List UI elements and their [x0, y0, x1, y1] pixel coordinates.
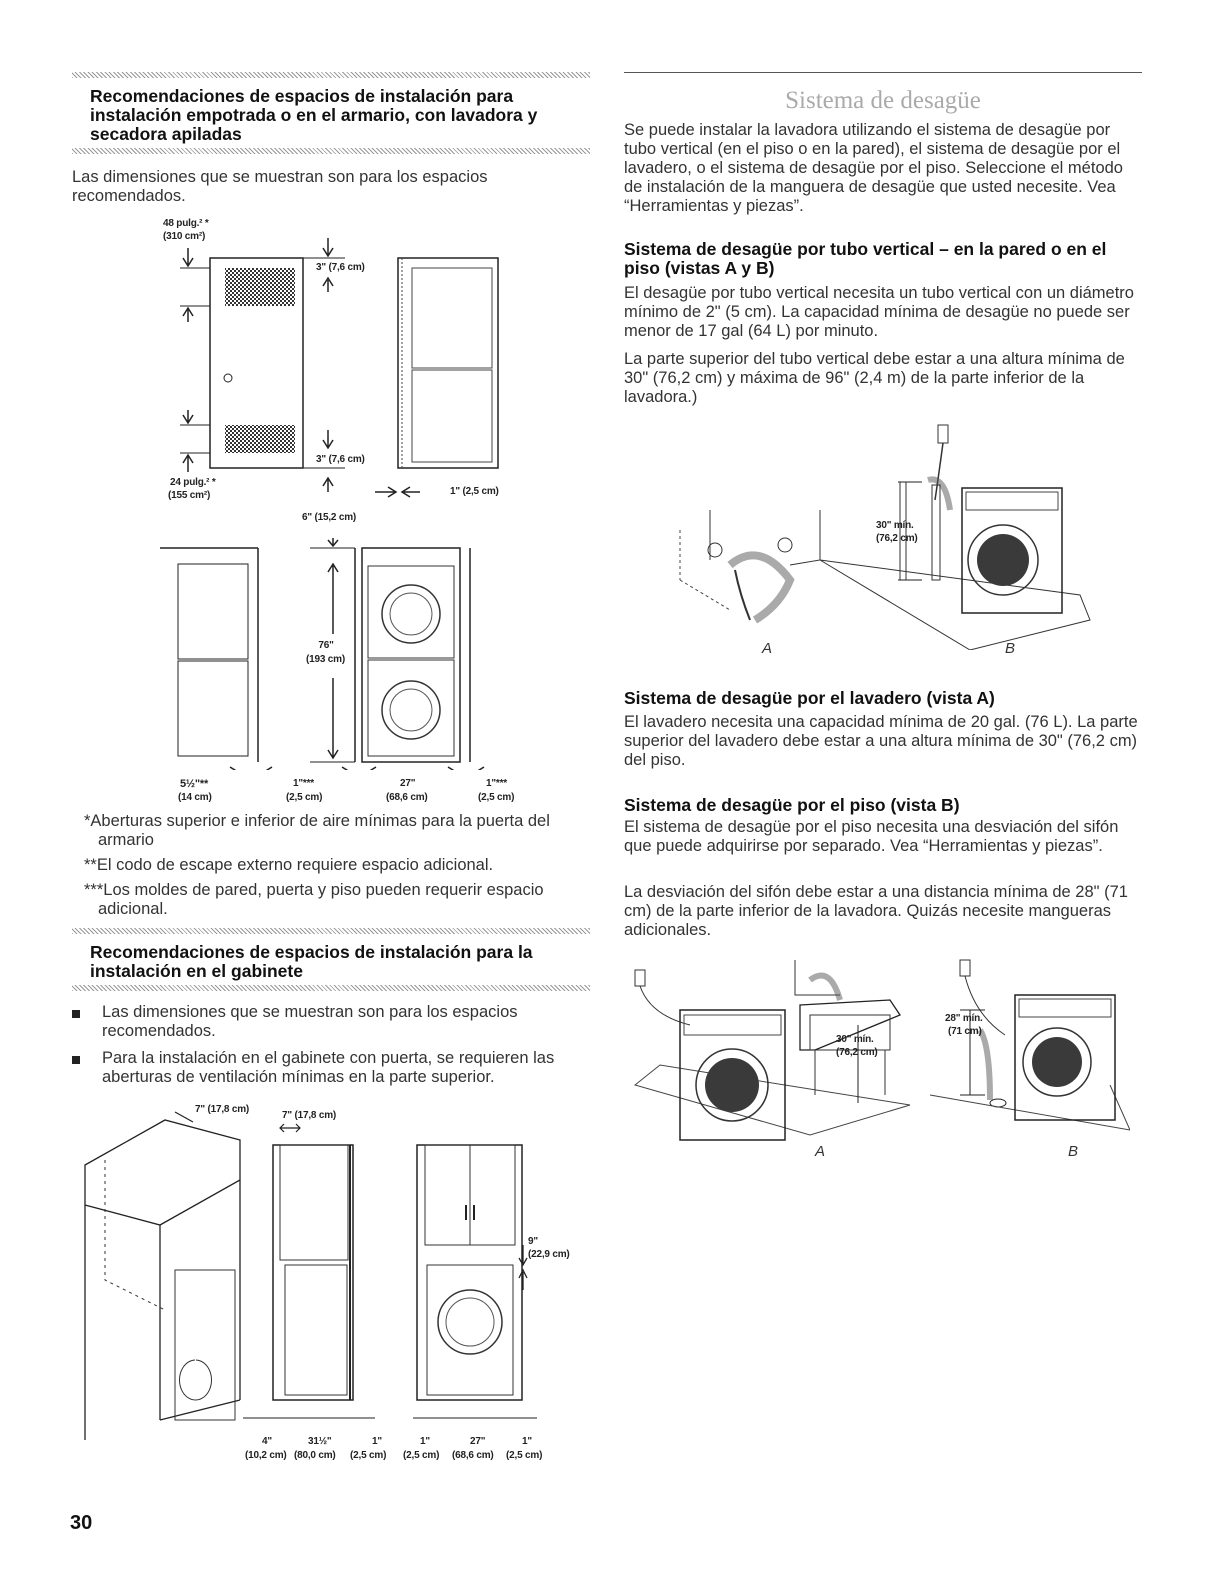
- sub2-p1: El lavadero necesita una capacidad mínima de 20 gal. (76 L). La parte superior del lavadero debe estar a una altura mínima de 30" (76,2 cm) del piso.: [624, 713, 1138, 769]
- dim-cab-bottom-1: 4": [262, 1436, 272, 1447]
- right-title: Sistema de desagüe: [785, 87, 981, 114]
- dim-bottom-vent-cm: (155 cm²): [168, 490, 211, 501]
- label-a-1: A: [762, 640, 773, 657]
- bullet-item: Para la instalación en el gabinete con puerta, se requieren las aberturas de ventilación mínimas en la parte superior.: [72, 1049, 562, 1087]
- dim-height: 76": [318, 640, 334, 651]
- section2-top-rule: [72, 928, 590, 934]
- section1-title: Recomendaciones de espacios de instalación para instalación empotrada o en el armario, con lavadora y secadora apiladas: [90, 86, 538, 144]
- door-knob: [224, 374, 232, 382]
- dim-height-cm: (193 cm): [306, 654, 345, 665]
- section1-intro: Las dimensiones que se muestran son para los espacios recomendados.: [72, 168, 488, 205]
- cabinet-diagram: [75, 1100, 555, 1445]
- right-top-rule: [624, 72, 1142, 73]
- dim-cab-bottom-4: 1": [420, 1436, 430, 1447]
- label-b-1: B: [1005, 640, 1016, 657]
- stack-side-view: [398, 258, 498, 468]
- dim-top-vent-cm: (310 cm²): [163, 231, 206, 242]
- footnote-2: **El codo de escape externo requiere espacio adicional.: [84, 856, 494, 874]
- sub1-p1: El desagüe por tubo vertical necesita un tubo vertical con un diámetro mínimo de 2" (5 cm). La capacidad mínima de desagüe no puede ser menor de 17 gal (64 L) por minuto.: [624, 284, 1134, 340]
- dim-cab-bottom-2: 31½": [308, 1436, 332, 1447]
- top-vent: [225, 268, 295, 306]
- label-b-2: B: [1068, 1143, 1079, 1160]
- label-a-2: A: [815, 1143, 826, 1160]
- dim-cab-d1: 7" (17,8 cm): [195, 1104, 250, 1115]
- standpipe-dim: 30" mín.: [876, 520, 914, 531]
- dim-cab-bottom-3: 1": [372, 1436, 382, 1447]
- dim-cab-bottom-cm-1: (10,2 cm): [245, 1450, 287, 1461]
- sub2-title: Sistema de desagüe por el lavadero (vista A): [624, 688, 995, 708]
- dim-bottom-vent: 24 pulg.² *: [170, 477, 216, 488]
- dim-cab-bottom-cm-3: (2,5 cm): [350, 1450, 387, 1461]
- washer-front: [368, 660, 454, 756]
- dim-b4-cm: (2,5 cm): [478, 792, 515, 803]
- dim-gap-top: 3" (7,6 cm): [316, 262, 365, 273]
- footnotes: [72, 812, 590, 925]
- dim-b1: 5½"**: [180, 778, 209, 790]
- dim-cab-bottom-6: 1": [522, 1436, 532, 1447]
- dim-gap-bottom: 3" (7,6 cm): [316, 454, 365, 465]
- floor-dim-cm: (71 cm): [948, 1026, 982, 1037]
- dim-cab-bottom-cm-2: (80,0 cm): [294, 1450, 336, 1461]
- dim-top-vent: 48 pulg.² *: [163, 218, 209, 229]
- right-intro: Se puede instalar la lavadora utilizando el sistema de desagüe por tubo vertical (en el piso o en la pared), el sistema de desagüe por el lavadero, o el sistema de desagüe por el piso. Seleccione el método de instalación de la manguera de desagüe que usted necesite. Vea “Herramientas y piezas”.: [624, 121, 1123, 215]
- dryer-front: [368, 566, 454, 658]
- dim-cab-bottom-cm-5: (68,6 cm): [452, 1450, 494, 1461]
- section2-bullets: [72, 1003, 562, 1095]
- tub-dim: 30" mín.: [836, 1034, 874, 1045]
- footnote-3: ***Los moldes de pared, puerta y piso pueden requerir espacio adicional.: [84, 881, 544, 918]
- dim-side: 1" (2,5 cm): [450, 486, 499, 497]
- laundry-floor-diagram: [630, 955, 1130, 1155]
- dim-b4: 1"***: [486, 778, 507, 789]
- dim-cab-d2: 7" (17,8 cm): [282, 1110, 337, 1121]
- sub1-p2: La parte superior del tubo vertical debe estar a una altura mínima de 30" (76,2 cm) y máxima de 96" (2,4 m) de la parte inferior de la lavadora.): [624, 350, 1125, 406]
- dim-cab-bottom-cm-6: (2,5 cm): [506, 1450, 543, 1461]
- section2-title: Recomendaciones de espacios de instalación para la instalación en el gabinete: [90, 942, 533, 981]
- cabinet-3d: [85, 1120, 240, 1225]
- dim-cab-d3: 9": [528, 1236, 538, 1247]
- side-unit-lower: [178, 661, 248, 756]
- dim-top-clear: 6" (15,2 cm): [302, 512, 357, 523]
- dim-cab-bottom-5: 27": [470, 1436, 486, 1447]
- stacked-diagram: [150, 530, 550, 770]
- footnote-1: *Aberturas superior e inferior de aire mínimas para la puerta del armario: [84, 812, 550, 849]
- tub-dim-cm: (76,2 cm): [836, 1047, 878, 1058]
- section1-bottom-rule: [72, 148, 590, 154]
- section2-bottom-rule: [72, 985, 590, 991]
- floor-dim: 28" mín.: [945, 1013, 983, 1024]
- bottom-vent: [225, 425, 295, 453]
- faucet-right: [778, 538, 792, 552]
- dim-b1-cm: (14 cm): [178, 792, 212, 803]
- sub1-title: Sistema de desagüe por tubo vertical – en la pared o en el piso (vistas A y B): [624, 239, 1107, 278]
- sub3-p2: La desviación del sifón debe estar a una distancia mínima de 28" (71 cm) de la parte inferior de la lavadora. Quizás necesite mangueras adicionales.: [624, 883, 1128, 939]
- bullet-item: Las dimensiones que se muestran son para los espacios recomendados.: [72, 1003, 562, 1041]
- dim-cab-d3-cm: (22,9 cm): [528, 1249, 570, 1260]
- page-number: 30: [70, 1512, 93, 1534]
- sub3-p1: El sistema de desagüe por el piso necesita una desviación del sifón que puede adquirirse por separado. Vea “Herramientas y piezas”.: [624, 818, 1119, 855]
- dim-b2: 1"***: [293, 778, 314, 789]
- standpipe-dim-cm: (76,2 cm): [876, 533, 918, 544]
- dim-cab-bottom-cm-4: (2,5 cm): [403, 1450, 440, 1461]
- dim-b2-cm: (2,5 cm): [286, 792, 323, 803]
- section1-top-rule: [72, 72, 590, 78]
- stack-frame: [362, 548, 460, 762]
- side-unit-upper: [178, 564, 248, 659]
- cabinet-washer: [175, 1270, 235, 1420]
- sub3-title: Sistema de desagüe por el piso (vista B): [624, 795, 960, 815]
- dim-b3-cm: (68,6 cm): [386, 792, 428, 803]
- dim-b3: 27": [400, 778, 416, 789]
